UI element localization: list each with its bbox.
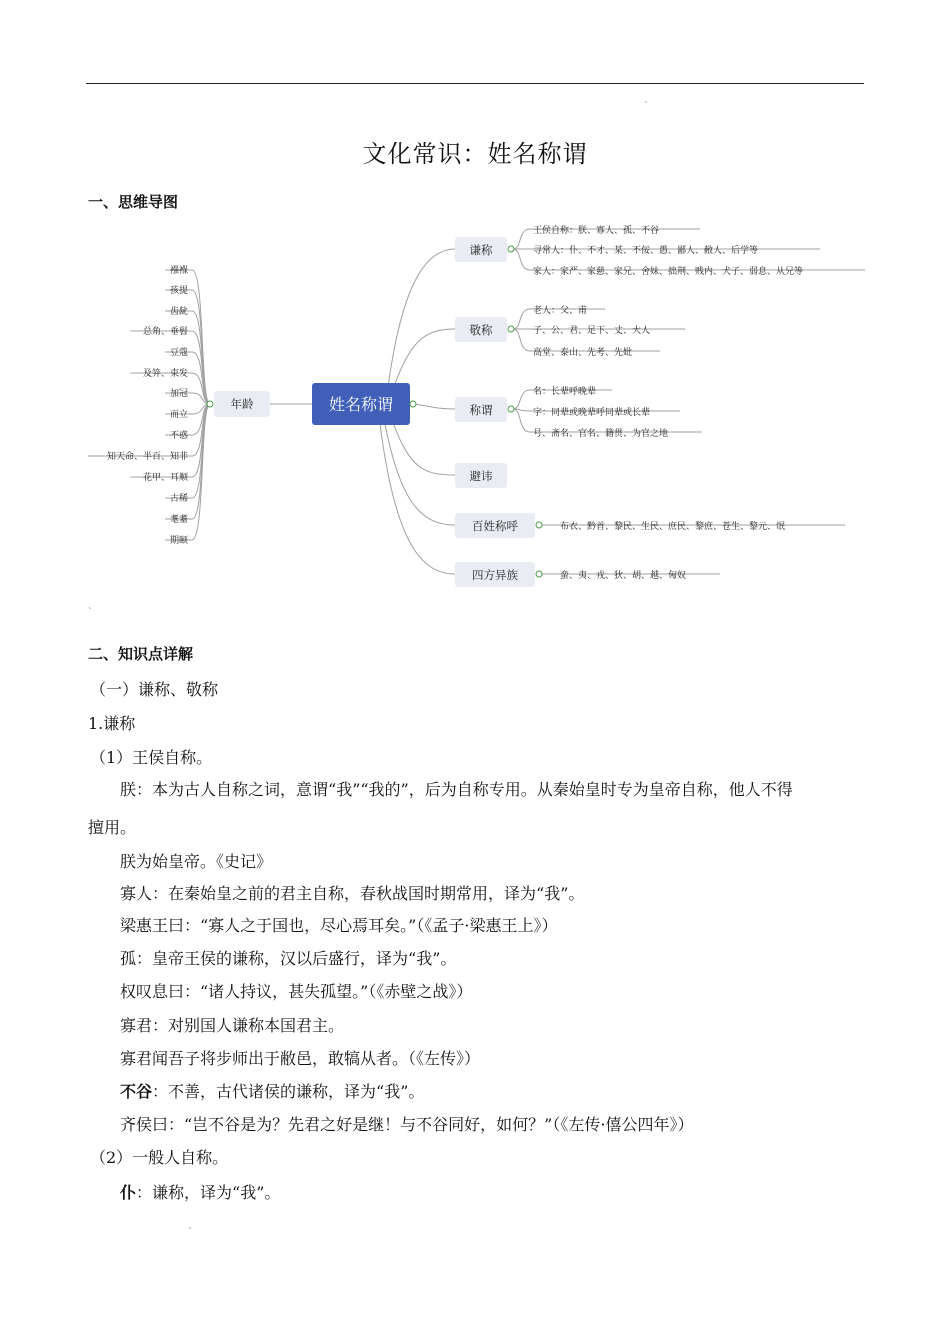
- age-item-4: 豆蔻: [169, 348, 188, 358]
- paragraph-heading: （1）王侯自称。: [90, 748, 213, 767]
- numbered-heading: 1.谦称: [88, 714, 136, 733]
- definition-guajun: [120, 1013, 344, 1036]
- jing-item-2: 高堂、泰山、先考、先妣: [533, 348, 633, 358]
- section-heading-details: 二、知识点详解: [88, 645, 194, 663]
- qian-item-1: 寻常人：仆、不才、某、不佞、愚、鄙人、敝人、后学等: [533, 246, 759, 256]
- definition-text: ：不善，古代诸侯的谦称，译为“我”。: [152, 1082, 425, 1101]
- format-mark: ˛: [188, 1220, 192, 1229]
- mindmap-node-qiancheng-label: 谦称: [469, 243, 493, 257]
- connector-center-bihui: [392, 420, 455, 475]
- collapse-dot-icon[interactable]: [536, 522, 542, 528]
- age-item-11: 古稀: [169, 494, 188, 504]
- mindmap-node-baixing-label: 百姓称呼: [472, 519, 518, 533]
- age-item-13: 期颐: [169, 536, 188, 546]
- example-zhen: 朕为始皇帝。《史记》: [120, 852, 273, 871]
- age-item-7: 而立: [169, 410, 188, 420]
- age-item-5: 及笄、束发: [142, 369, 188, 379]
- term: 寡君: [120, 1016, 153, 1035]
- connector-age-9: [88, 404, 210, 456]
- format-mark: ˛: [644, 94, 648, 103]
- page-title: 文化常识：姓名称谓: [362, 140, 588, 168]
- definition-text: ：对别国人谦称本国君主。: [152, 1016, 345, 1035]
- format-mark: ˛: [88, 600, 92, 609]
- section-heading-mindmap: 一、思维导图: [88, 193, 179, 211]
- collapse-dot-icon[interactable]: [536, 571, 542, 577]
- term: 不谷: [120, 1082, 153, 1101]
- mindmap-node-bihui-label: 避讳: [469, 469, 493, 483]
- connector-center-jing: [392, 329, 455, 392]
- definition-text: ：皇帝王侯的谦称，汉以后盛行，译为“我”。: [136, 949, 457, 968]
- definition-gu: [120, 946, 456, 969]
- subsection-title: （一）谦称、敬称: [90, 680, 219, 699]
- jing-item-1: 子、公、君、足下、丈、大人: [533, 326, 651, 336]
- mind-map: [0, 0, 950, 600]
- chengwei-item-0: 名：长辈呼晚辈: [533, 387, 597, 397]
- example-guajun: 寡君闻吾子将步师出于敝邑，敢犒从者。（《左传》）: [120, 1049, 481, 1068]
- definition-text: ：本为古人自称之词，意谓“我”“我的”，后为自称专用。从秦始皇时专为皇帝自称，他人不得: [136, 780, 793, 799]
- definition-guaren: [120, 881, 584, 904]
- jing-item-0: 老人：父、甫: [533, 306, 588, 316]
- collapse-dot-icon[interactable]: [207, 401, 213, 407]
- definition-pu: [120, 1180, 280, 1203]
- definition-text: ：在秦始皇之前的君主自称，春秋战国时期常用，译为“我”。: [152, 884, 585, 903]
- age-item-10: 花甲、耳顺: [142, 473, 188, 483]
- chengwei-item-1: 字：同辈或晚辈呼同辈或长辈: [533, 408, 651, 418]
- age-item-9: 知天命、半百、知非: [106, 452, 188, 462]
- connector-center-sifang: [380, 424, 455, 574]
- connector-center-qian: [388, 249, 455, 387]
- age-item-2: 齿龀: [169, 307, 188, 317]
- connector-center-chengwei: [410, 404, 455, 409]
- collapse-dot-icon[interactable]: [508, 326, 514, 332]
- qian-item-0: 王侯自称：朕、寡人、孤、不谷: [533, 226, 660, 236]
- age-item-8: 不惑: [169, 431, 188, 441]
- definition-zhen: [120, 777, 793, 800]
- mindmap-node-sifang-label: 四方异族: [472, 568, 518, 582]
- mindmap-node-chengwei-label: 称谓: [469, 403, 493, 417]
- example-bugu: 齐侯曰：“岂不谷是为？先君之好是继！与不谷同好，如何？”（《左传·僖公四年》）: [120, 1115, 694, 1134]
- term: 寡人: [120, 884, 153, 903]
- definition-bugu: [120, 1079, 424, 1102]
- collapse-dot-icon[interactable]: [508, 406, 514, 412]
- qian-item-2: 家人：家严、家慈、家兄、舍妹、拙荆、贱内、犬子、弱息、从兄等: [533, 267, 804, 277]
- definition-text: ：谦称，译为“我”。: [136, 1183, 281, 1202]
- collapse-dot-icon[interactable]: [410, 401, 416, 407]
- sifang-item-0: 蛮、夷、戎、狄、胡、越、匈奴: [560, 571, 687, 581]
- mindmap-center-label: 姓名称谓: [328, 395, 394, 414]
- term: 孤: [120, 949, 137, 968]
- mindmap-node-jingcheng-label: 敬称: [469, 323, 493, 337]
- collapse-dot-icon[interactable]: [508, 246, 514, 252]
- example-guaren: 梁惠王曰：“寡人之于国也，尽心焉耳矣。”（《孟子·梁惠王上》）: [120, 916, 558, 935]
- definition-zhen-cont: 擅用。: [88, 818, 137, 837]
- paragraph-heading: （2）一般人自称。: [90, 1148, 229, 1167]
- term: 朕: [120, 780, 137, 799]
- baixing-item-0: 布衣、黔首、黎民、生民、庶民、黎庶、苍生、黎元、氓: [560, 522, 786, 532]
- age-item-0: 襁褓: [169, 266, 188, 276]
- age-item-3: 总角、垂髫: [142, 327, 188, 337]
- age-item-1: 孩提: [169, 286, 188, 296]
- term: 仆: [120, 1183, 137, 1202]
- chengwei-item-2: 号、斋名、官名、籍贯、为官之地: [533, 429, 669, 439]
- mindmap-node-age-label: 年龄: [230, 397, 254, 411]
- age-item-12: 耄耋: [169, 515, 188, 525]
- example-gu: 权叹息曰：“诸人持议，甚失孤望。”（《赤壁之战》）: [120, 982, 473, 1001]
- age-item-6: 加冠: [169, 389, 188, 399]
